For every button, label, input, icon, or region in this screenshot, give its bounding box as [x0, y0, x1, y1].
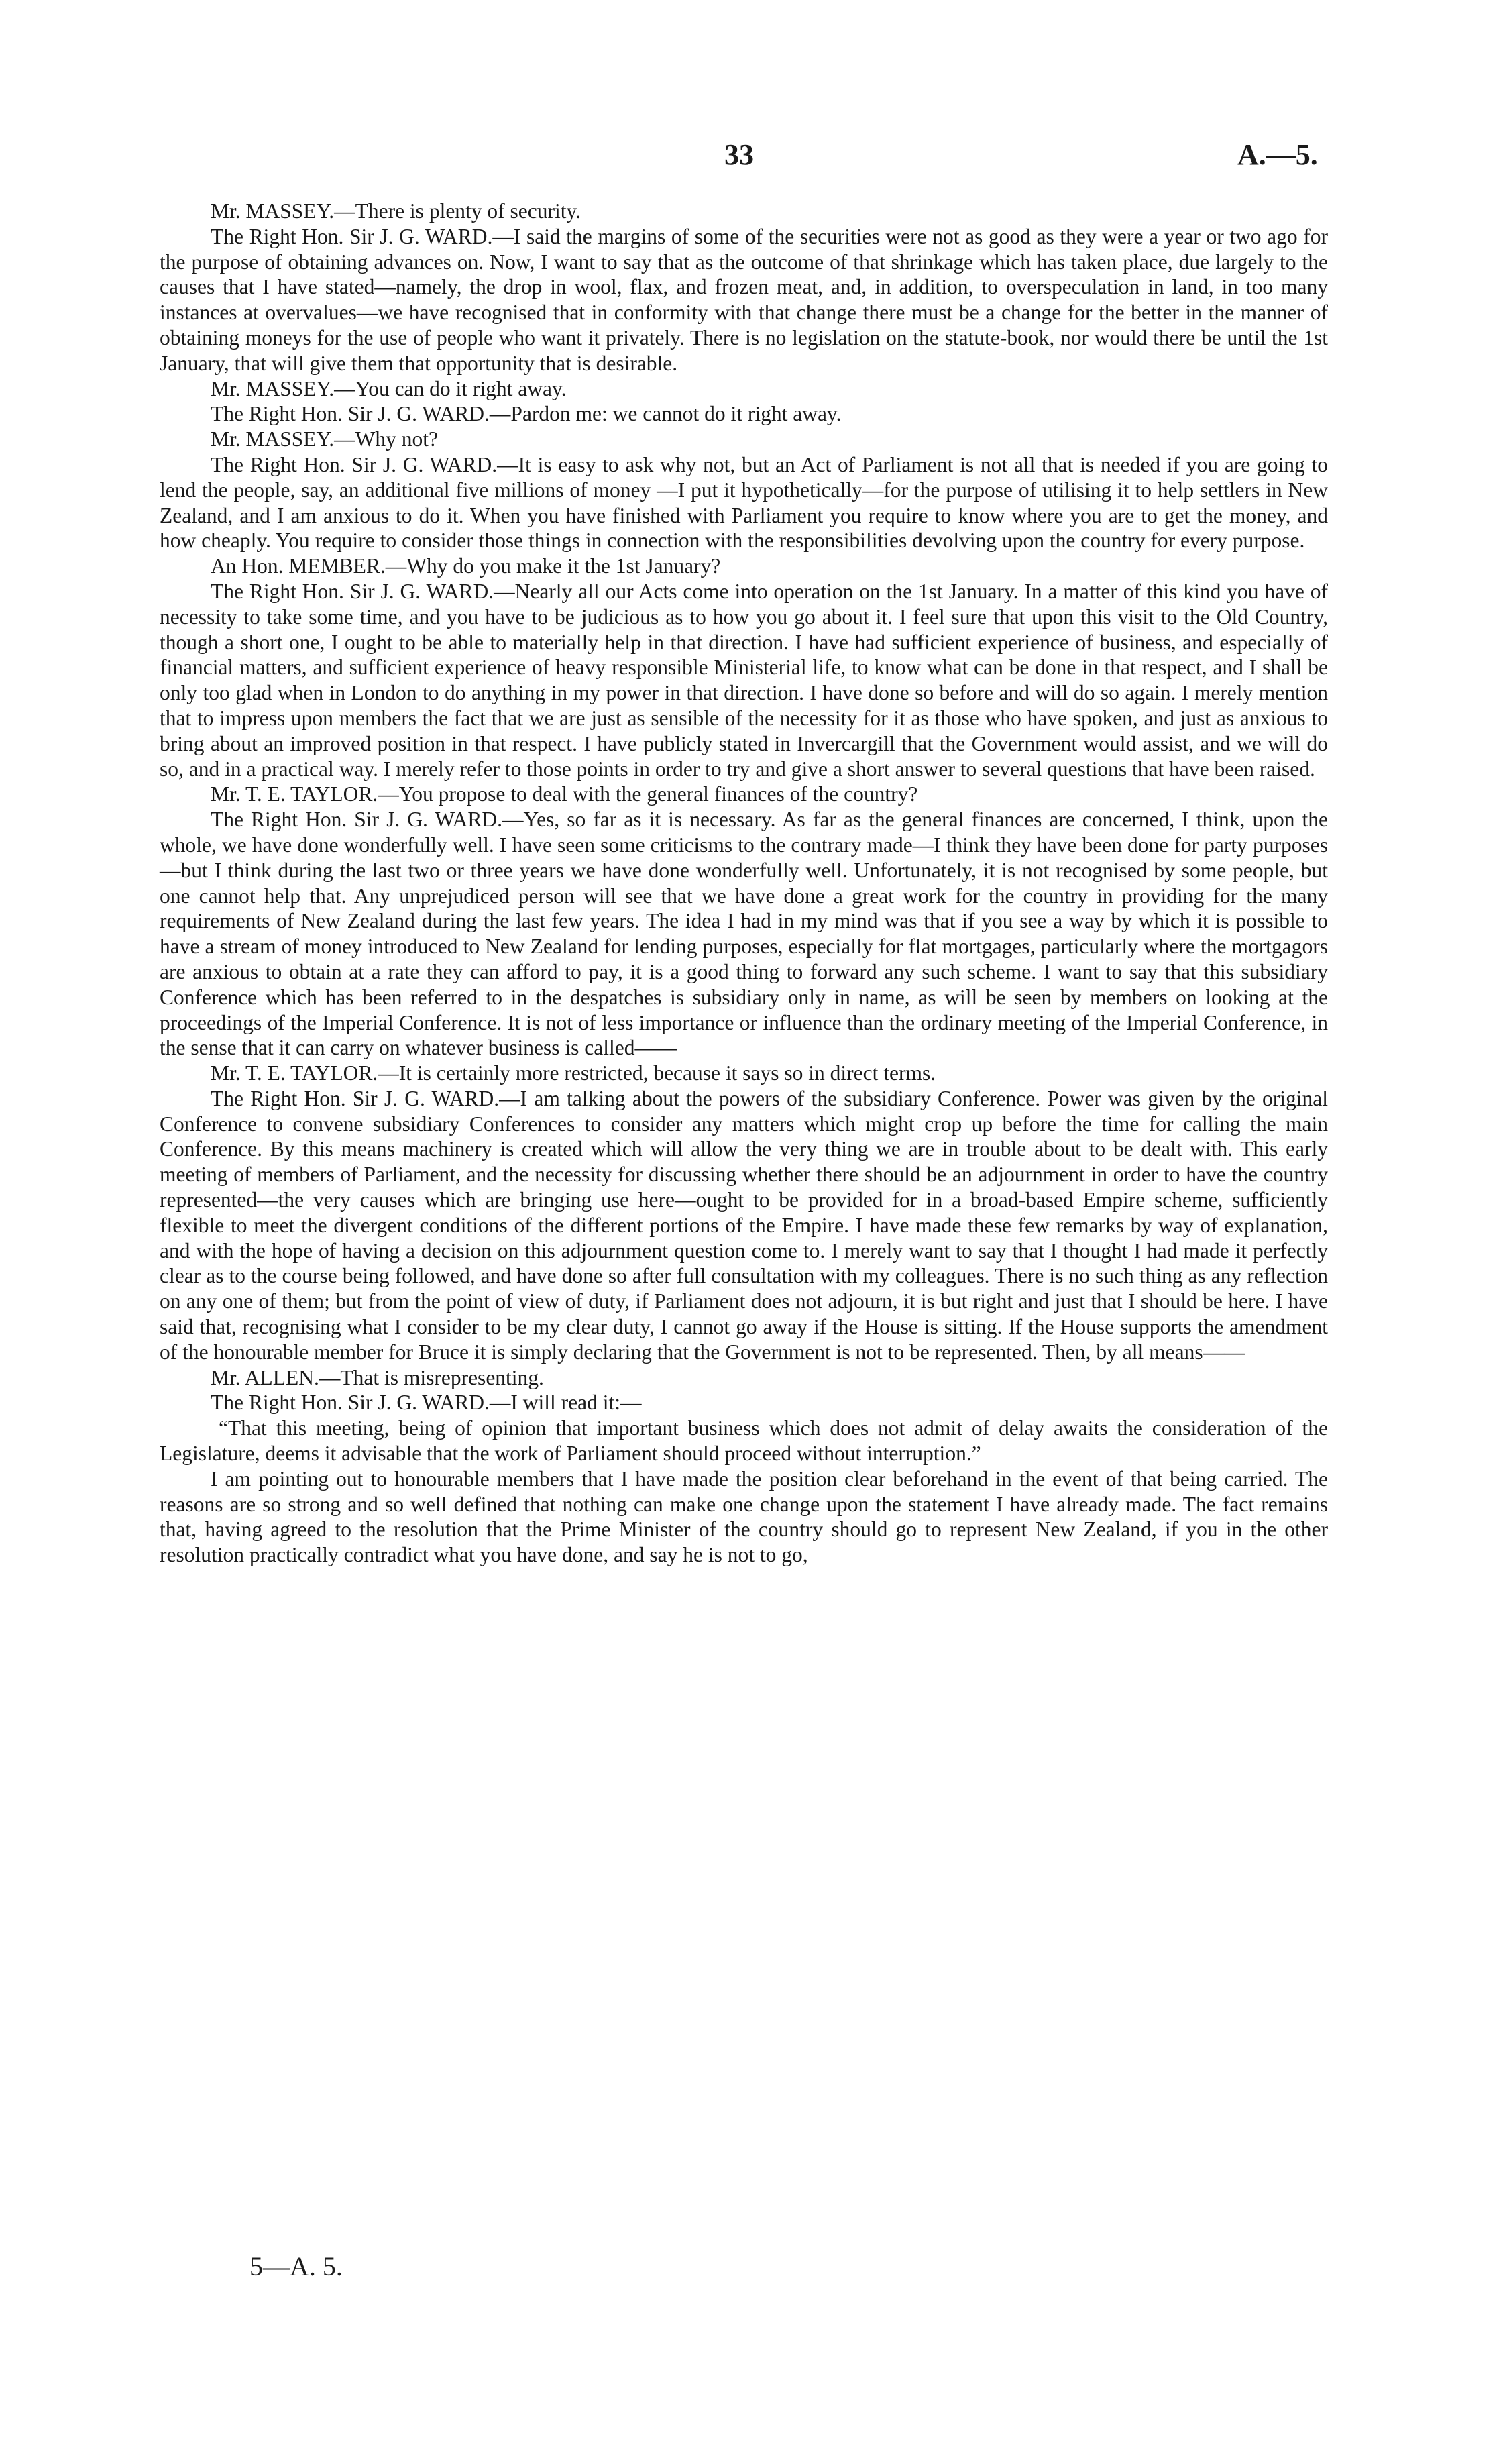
paragraph: The Right Hon. Sir J. G. WARD.—I said the margins of some of the securities were not as good as they were a year or two ago for the purpose of obtaining advances on. Now, I want to say that as the outcome of that shrinkage which has taken place, due largely to the causes that I have stated—namely, the drop in wool, flax, and frozen meat, and, in addition, to overspeculation in land, in too many instances at overvalues—we have recognised that in conformity with that change there must be a change for the better in the manner of obtaining moneys for the use of people who want it privately. There is no legislation on the statute-book, nor would there be until the 1st January, that will give them that opportunity that is desirable.	[160, 224, 1328, 375]
paragraph: The Right Hon. Sir J. G. WARD.—I am talking about the powers of the subsidiary Conference. Power was given by the original Conference to convene subsidiary Conferences to consider any matters which might crop up before the time for calling the main Conference. By this means machinery is created which will allow the very thing we are in trouble about to be dealt with. This early meeting of members of Parliament, and the necessity for discussing whether there should be an adjournment in order to have the country represented—the very causes which are bringing use here—ought to be provided for in a broad-based Empire scheme, sufficiently flexible to meet the divergent conditions of the different portions of the Empire. I have made these few remarks by way of explanation, and with the hope of having a decision on this adjournment question come to. I merely want to say that I thought I had made it perfectly clear as to the course being followed, and have done so after full consultation with my colleagues. There is no such thing as any reflection on any one of them; but from the point of view of duty, if Parliament does not adjourn, it is but right and just that I should be here. I have said that, recognising what I consider to be my clear duty, I cannot go away if the House is sitting. If the House supports the amendment of the honourable member for Bruce it is simply declaring that the Government is not to be represented. Then, by all means——	[160, 1086, 1328, 1364]
paragraph: Mr. MASSEY.—There is plenty of security.	[211, 199, 581, 223]
paragraph: The Right Hon. Sir J. G. WARD.—Yes, so far as it is necessary. As far as the general finances are concerned, I think, upon the whole, we have done wonderfully well. I have seen some criticisms to the contrary made—I think they have been done for party purposes—but I think during the last two or three years we have done wonderfully well. Unfortunately, it is not recognised by some people, but one cannot help that. Any unprejudiced person will see that we have done a great work for the country in providing for the many requirements of New Zealand during the last few years. The idea I had in my mind was that if you see a way by which it is possible to have a stream of money introduced to New Zealand for lending purposes, especially for flat mortgages, particularly where the mortgagors are anxious to obtain at a rate they can afford to pay, it is a good thing to forward any such scheme. I want to say that this subsidiary Conference which has been referred to in the despatches is subsidiary only in name, as will be seen by members on looking at the proceedings of the Imperial Conference. It is not of less importance or influence than the ordinary meeting of the Imperial Conference, in the sense that it can carry on whatever business is called——	[160, 808, 1328, 1060]
paragraph: The Right Hon. Sir J. G. WARD.—Pardon me: we cannot do it right away.	[211, 402, 842, 426]
paragraph: Mr. ALLEN.—That is misrepresenting.	[211, 1365, 544, 1389]
paragraph: Mr. MASSEY.—You can do it right away.	[211, 376, 567, 400]
paragraph: The Right Hon. Sir J. G. WARD.—Nearly all our Acts come into operation on the 1st January. In a matter of this kind you have of necessity to take some time, and you have to be judicious as to how you go about it. I feel sure that upon this visit to the Old Country, though a short one, I ought to be able to materially help in that direction. I have had sufficient experience of business, and especially of financial matters, and sufficient experience of heavy responsible Ministerial life, to know what can be done in that respect, and I shall be only too glad when in London to do anything in my power in that direction. I have done so before and will do so again. I merely mention that to impress upon members the fact that we are just as sensible of the necessity for it as those who have spoken, and just as anxious to bring about an improved position in that respect. I have publicly stated in Invercargill that the Government would assist, and we will do so, and in a practical way. I merely refer to those points in order to try and give a short answer to several questions that have been raised.	[160, 579, 1328, 781]
paragraph: The Right Hon. Sir J. G. WARD.—It is easy to ask why not, but an Act of Parliament is not all that is needed if you are going to lend the people, say, an additional five millions of money —I put it hypothetically—for the purpose of utilising it to help settlers in New Zealand, and I am anxious to do it. When you have finished with Parliament you require to know where you are to get the money, and how cheaply. You require to consider those things in connection with the responsibilities devolving upon the country for every purpose.	[160, 452, 1328, 553]
quoted-resolution: “That this meeting, being of opinion that important business which does not admit of delay awaits the consideration of the Legislature, deems it advisable that the work of Parliament should proceed without interruption.”	[160, 1416, 1328, 1466]
footer-signature: 5—A. 5.	[249, 2251, 343, 2282]
body-text	[160, 199, 1328, 1568]
page-header	[0, 138, 1505, 178]
page-number: 33	[724, 138, 754, 171]
paragraph: I am pointing out to honourable members that I have made the position clear beforehand in the event of that being carried. The reasons are so strong and so well defined that nothing can make one change upon the statement I have already made. The fact remains that, having agreed to the resolution that the Prime Minister of the country should go to represent New Zealand, if you in the other resolution practically contradict what you have done, and say he is not to go,	[160, 1466, 1328, 1567]
paragraph: An Hon. MEMBER.—Why do you make it the 1st January?	[211, 554, 721, 578]
paragraph: Mr. MASSEY.—Why not?	[211, 427, 438, 451]
paragraph: Mr. T. E. TAYLOR.—It is certainly more restricted, because it says so in direct terms.	[211, 1061, 936, 1085]
paragraph: Mr. T. E. TAYLOR.—You propose to deal with the general finances of the country?	[211, 782, 918, 806]
document-reference: A.—5.	[1237, 138, 1318, 171]
paragraph: The Right Hon. Sir J. G. WARD.—I will read it:—	[211, 1391, 642, 1415]
